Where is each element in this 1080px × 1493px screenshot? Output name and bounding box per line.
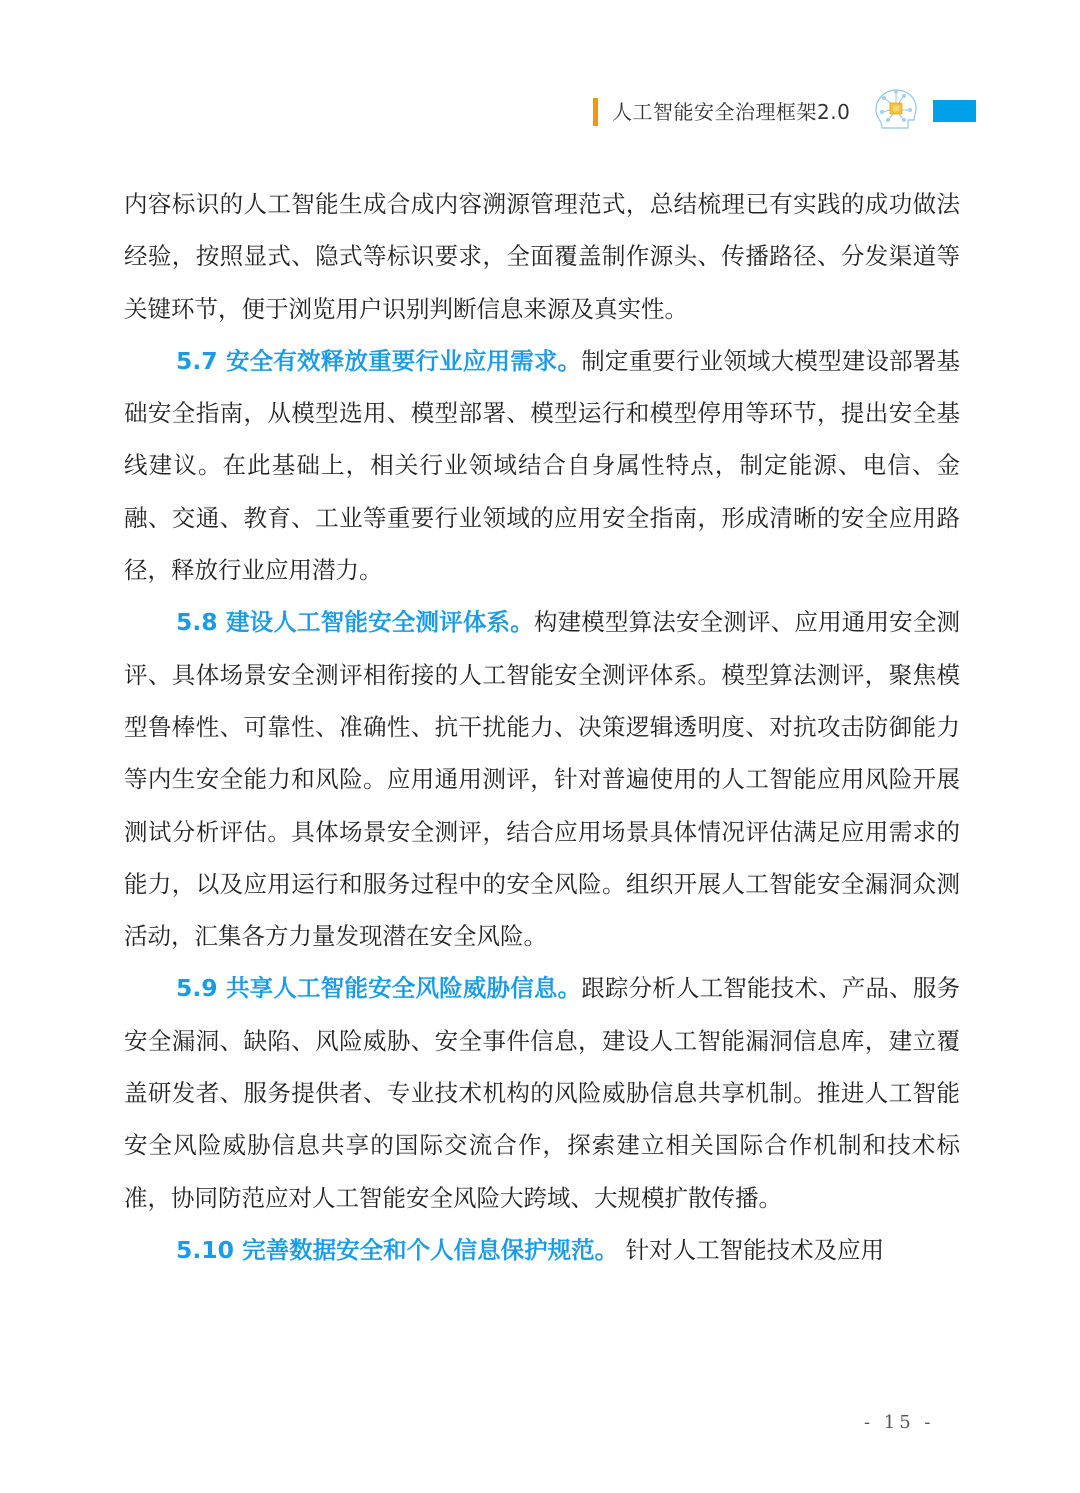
paragraph-5-7 [124,335,960,596]
page-number: - 15 - [864,1412,935,1433]
ai-brain-chip-logo-icon [868,84,924,134]
paragraph-text: 针对人工智能技术及应用 [618,1235,885,1264]
paragraph-text: 制定重要行业领域大模型建设部署基础安全指南，从模型选用、模型部署、模型运行和模型停用等环节，提出安全基线建议。在此基础上，相关行业领域结合自身属性特点，制定能源、电信、金融、交通、教育、工业等重要行业领域的应用安全指南，形成清晰的安全应用路径，释放行业应用潜力。 [124,346,961,585]
section-heading-5-8: 5.8 建设人工智能安全测评体系。 [176,608,534,637]
header-accent-bar-blue [933,100,976,122]
paragraph-text: 内容标识的人工智能生成合成内容溯源管理范式，总结梳理已有实践的成功做法经验，按照显式、隐式等标识要求，全面覆盖制作源头、传播路径、分发渠道等关键环节，便于浏览用户识别判断信息来源及真实性。 [124,190,960,323]
paragraph-5-8 [124,596,960,962]
header-accent-bar-orange [593,98,598,126]
paragraph-text: 跟踪分析人工智能技术、产品、服务安全漏洞、缺陷、风险威胁、安全事件信息，建设人工智能漏洞信息库，建立覆盖研发者、服务提供者、专业技术机构的风险威胁信息共享机制。推进人工智能安全风险威胁信息共享的国际交流合作，探索建立相关国际合作机制和技术标准，协同防范应对人工智能安全风险大跨域、大规模扩散传播。 [124,974,961,1212]
header-title: 人工智能安全治理框架2.0 [612,100,851,124]
section-heading-5-9: 5.9 共享人工智能安全风险威胁信息。 [176,974,582,1003]
section-heading-5-10: 5.10 完善数据安全和个人信息保护规范。 [176,1235,619,1264]
paragraph-5-10 [124,1224,960,1276]
paragraph-continuation [124,178,960,335]
paragraph-text: 构建模型算法安全测评、应用通用安全测评、具体场景安全测评相衔接的人工智能安全测评体系。模型算法测评，聚焦模型鲁棒性、可靠性、准确性、抗干扰能力、决策逻辑透明度、对抗攻击防御能力等内生安全能力和风险。应用通用测评，针对普遍使用的人工智能应用风险开展测试分析评估。具体场景安全测评，结合应用场景具体情况评估满足应用需求的能力，以及应用运行和服务过程中的安全风险。组织开展人工智能安全漏洞众测活动，汇集各方力量发现潜在安全风险。 [124,608,961,951]
section-heading-5-7: 5.7 安全有效释放重要行业应用需求。 [176,346,582,375]
body-text [124,178,960,1276]
page-header [0,84,1080,134]
paragraph-5-9 [124,962,960,1223]
